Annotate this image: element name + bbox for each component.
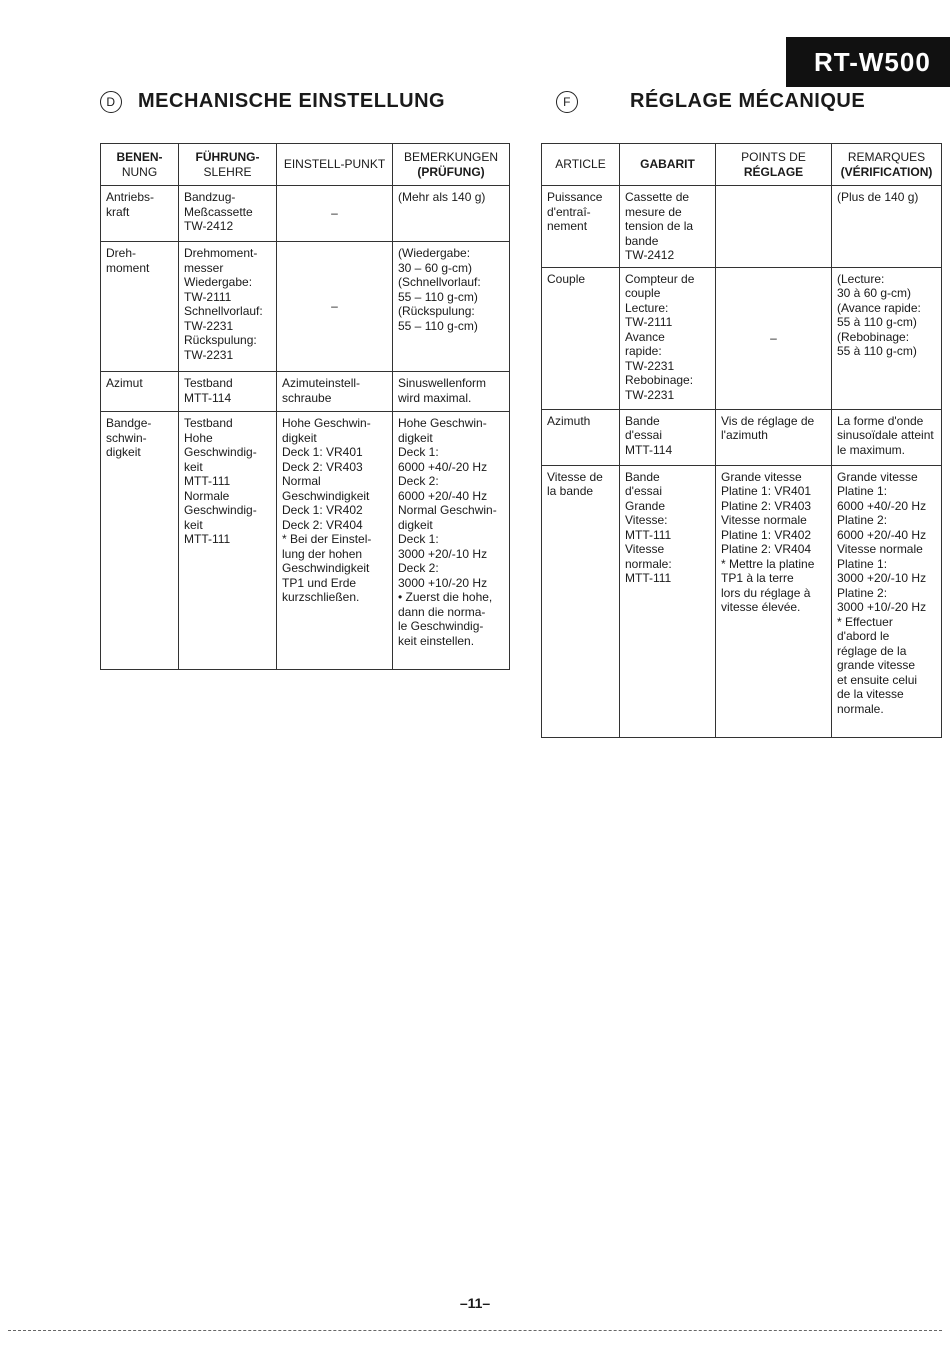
table-header-row	[101, 144, 510, 186]
item-cell: Antriebs- kraft	[101, 186, 179, 242]
gauge-cell: Bande d'essai MTT-114	[620, 409, 716, 465]
item-cell: Azimuth	[542, 409, 620, 465]
table-row	[101, 242, 510, 372]
table-row	[101, 186, 510, 242]
remarks-cell: Hohe Geschwin- digkeit Deck 1: 6000 +40/-20 Hz Deck 2: 6000 +20/-40 Hz Normal Geschwin- digkeit Deck 1: 3000 +20/-10 Hz Deck 2: 3000 +10/-20 Hz • Zuerst die hohe, dann die norma- le Geschwindig- keit einstellen.	[393, 412, 510, 670]
section-letter-badge: F	[556, 91, 578, 113]
remarks-cell: (Plus de 140 g)	[832, 186, 942, 268]
adjust-point-cell: Grande vitesse Platine 1: VR401 Platine 2: VR403 Vitesse normale Platine 1: VR402 Platine 2: VR404 * Mettre la platine TP1 à la terre lors du réglage à vitesse élevée.	[716, 465, 832, 737]
header-cell: BENEN- NUNG	[101, 144, 179, 186]
adjust-point-cell: Hohe Geschwin- digkeit Deck 1: VR401 Deck 2: VR403 Normal Geschwindigkeit Deck 1: VR402 Deck 2: VR404 * Bei der Einstel- lung der hohen Geschwindigkeit TP1 und Erde kurzschließen.	[277, 412, 393, 670]
remarks-cell: (Lecture: 30 à 60 g-cm) (Avance rapide: 55 à 110 g-cm) (Rebobinage: 55 à 110 g-cm)	[832, 267, 942, 409]
remarks-cell: Sinuswellenform wird maximal.	[393, 372, 510, 412]
table-row	[542, 267, 942, 409]
model-badge	[786, 37, 950, 87]
gauge-cell: Bande d'essai Grande Vitesse: MTT-111 Vitesse normale: MTT-111	[620, 465, 716, 737]
gauge-cell: Testband MTT-114	[179, 372, 277, 412]
adjust-point-cell: –	[277, 242, 393, 372]
item-cell: Puissance d'entraî- nement	[542, 186, 620, 268]
table-row	[542, 465, 942, 737]
adjust-point-cell: –	[277, 186, 393, 242]
remarks-cell: Grande vitesse Platine 1: 6000 +40/-20 Hz Platine 2: 6000 +20/-40 Hz Vitesse normale Platine 1: 3000 +20/-10 Hz Platine 2: 3000 +10/-20 Hz * Effectuer d'abord le réglage de la grande vitesse et ensuite celui de la vitesse normale.	[832, 465, 942, 737]
remarks-cell: La forme d'onde sinusoïdale atteint le maximum.	[832, 409, 942, 465]
gauge-cell: Testband Hohe Geschwindig- keit MTT-111 Normale Geschwindig- keit MTT-111	[179, 412, 277, 670]
remarks-cell: (Mehr als 140 g)	[393, 186, 510, 242]
item-cell: Dreh- moment	[101, 242, 179, 372]
section-letter-badge: D	[100, 91, 122, 113]
model-label: RT-W500	[814, 46, 931, 77]
german-section-title: MECHANISCHE EINSTELLUNG	[138, 90, 446, 112]
header-cell: REMARQUES (VÉRIFICATION)	[832, 144, 942, 186]
adjust-point-cell: Vis de réglage de l'azimuth	[716, 409, 832, 465]
header-cell: ARTICLE	[542, 144, 620, 186]
header-cell: POINTS DE RÉGLAGE	[716, 144, 832, 186]
german-section-heading	[100, 90, 445, 113]
remarks-cell: (Wiedergabe: 30 – 60 g-cm) (Schnellvorlauf: 55 – 110 g-cm) (Rückspulung: 55 – 110 g-cm)	[393, 242, 510, 372]
table-row	[542, 409, 942, 465]
gauge-cell: Compteur de couple Lecture: TW-2111 Avance rapide: TW-2231 Rebobinage: TW-2231	[620, 267, 716, 409]
adjust-point-cell: –	[716, 267, 832, 409]
french-section-heading	[556, 90, 865, 113]
page-number: –11–	[459, 1295, 491, 1311]
footer-divider	[8, 1330, 942, 1331]
adjust-point-cell: Azimuteinstell- schraube	[277, 372, 393, 412]
item-cell: Couple	[542, 267, 620, 409]
table-row	[542, 186, 942, 268]
header-cell: BEMERKUNGEN (PRÜFUNG)	[393, 144, 510, 186]
table-header-row	[542, 144, 942, 186]
gauge-cell: Bandzug- Meßcassette TW-2412	[179, 186, 277, 242]
table-row	[101, 412, 510, 670]
header-cell: GABARIT	[620, 144, 716, 186]
header-cell: EINSTELL-PUNKT	[277, 144, 393, 186]
header-cell: FÜHRUNG- SLEHRE	[179, 144, 277, 186]
adjust-point-cell	[716, 186, 832, 268]
table-row	[101, 372, 510, 412]
german-adjustment-table	[100, 143, 510, 670]
gauge-cell: Cassette de mesure de tension de la bande TW-2412	[620, 186, 716, 268]
french-adjustment-table	[541, 143, 942, 738]
french-section-title: RÉGLAGE MÉCANIQUE	[630, 90, 866, 112]
item-cell: Azimut	[101, 372, 179, 412]
gauge-cell: Drehmoment- messer Wiedergabe: TW-2111 Schnellvorlauf: TW-2231 Rückspulung: TW-2231	[179, 242, 277, 372]
item-cell: Vitesse de la bande	[542, 465, 620, 737]
item-cell: Bandge- schwin- digkeit	[101, 412, 179, 670]
